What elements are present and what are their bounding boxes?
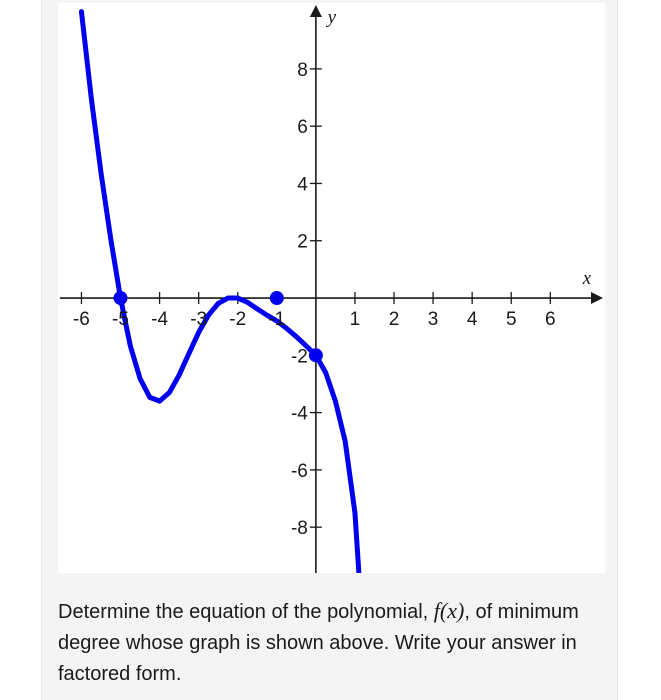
- question-prefix: Determine the equation of the polynomial,: [58, 601, 434, 623]
- y-axis-label: y: [327, 7, 337, 28]
- question-text: [58, 595, 598, 690]
- question-suffix: , of minimum degree whose graph is shown above. Write your answer in factored form.: [58, 601, 579, 685]
- polynomial-graph: [58, 3, 605, 573]
- graph-panel: [58, 3, 605, 573]
- key-point: [309, 348, 323, 362]
- y-tick-label: -2: [290, 346, 308, 368]
- y-tick-label: -4: [290, 403, 308, 425]
- function-notation: f(x): [433, 598, 465, 623]
- x-tick-label: 2: [388, 309, 400, 331]
- y-tick-label: 8: [297, 59, 308, 81]
- x-tick-label: 5: [505, 309, 517, 331]
- y-tick-label: -6: [290, 460, 308, 482]
- y-tick-label: 2: [297, 231, 308, 253]
- x-tick-label: -6: [72, 309, 90, 331]
- key-point: [270, 291, 284, 305]
- x-tick-label: 4: [466, 309, 478, 331]
- axes: [60, 5, 603, 573]
- function-name: f: [433, 598, 440, 623]
- y-tick-label: -8: [290, 518, 308, 540]
- y-axis-arrow-icon: [310, 5, 322, 17]
- key-point: [114, 291, 128, 305]
- x-tick-label: -3: [190, 309, 208, 331]
- x-tick-label: 6: [545, 309, 556, 331]
- x-tick-label: 1: [349, 309, 361, 331]
- x-tick-label: -4: [151, 309, 169, 331]
- x-tick-label: 3: [427, 309, 439, 331]
- y-tick-label: 4: [297, 174, 308, 196]
- function-variable: x: [447, 598, 457, 623]
- x-tick-label: -2: [229, 309, 247, 331]
- tick-labels: [73, 7, 592, 539]
- x-axis-label: x: [582, 268, 592, 290]
- y-tick-label: 6: [297, 117, 308, 139]
- x-tick-label: -1: [268, 309, 286, 331]
- x-tick-label: -5: [112, 309, 129, 331]
- x-axis-arrow-icon: [591, 292, 603, 304]
